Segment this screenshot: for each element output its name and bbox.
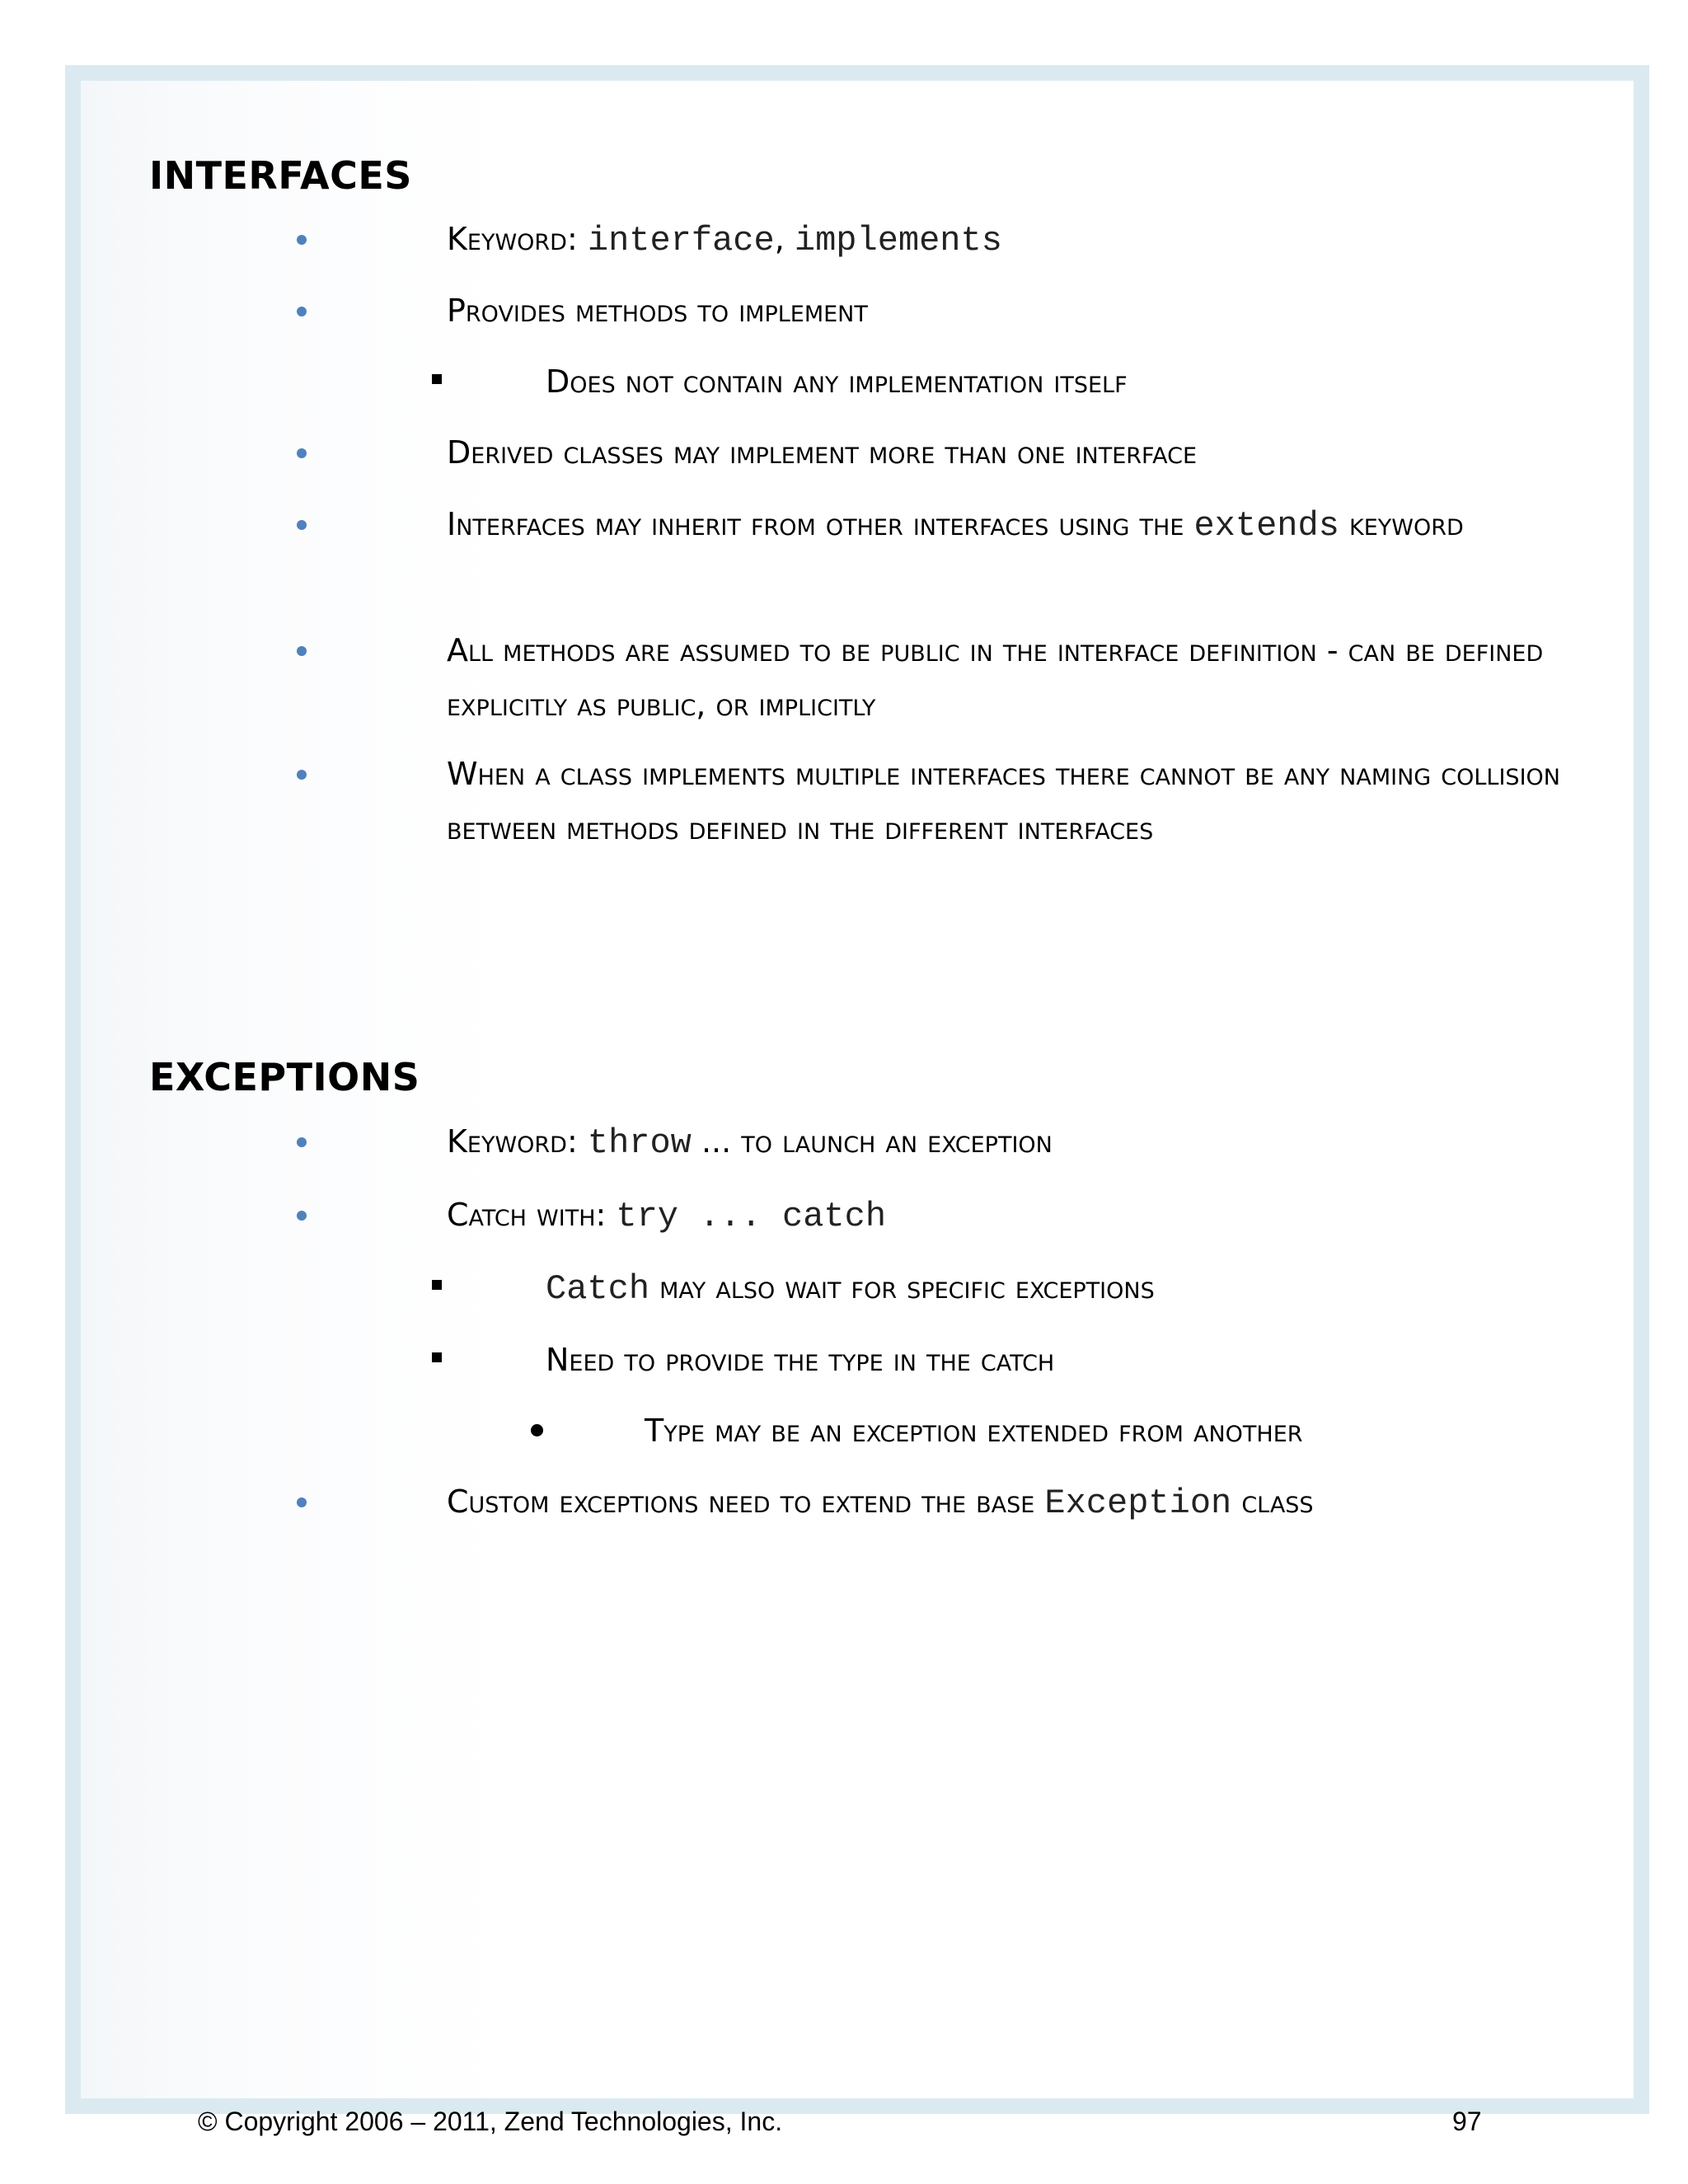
item-text: Derived classes may implement more than one interface (447, 434, 1197, 471)
bullet-square-icon (432, 374, 442, 384)
item-text: Interfaces may inherit from other interfaces using the extends keyword (447, 506, 1464, 546)
bullet-dot-icon (297, 520, 307, 530)
page-number: 97 (1452, 2107, 1482, 2136)
item-text: Catch with: try ... catch (447, 1197, 887, 1236)
item-text: All methods are assumed to be public in the interface definition - can be defined explicitly as public, or implicitly (447, 632, 1544, 723)
bullet-square-icon (432, 1352, 442, 1362)
section-heading: EXCEPTIONS (149, 1055, 420, 1099)
item-text: Catch may also wait for specific exceptions (546, 1269, 1155, 1309)
bullet-dot-icon (297, 646, 307, 656)
bullet-dot-icon (531, 1424, 543, 1436)
item-text: Keyword: interface, implements (447, 221, 1002, 260)
bullet-dot-icon (297, 1137, 307, 1147)
item-text: Type may be an exception extended from another (645, 1413, 1303, 1449)
section-heading: INTERFACES (149, 153, 412, 198)
bullet-dot-icon (297, 1211, 307, 1221)
bullet-dot-icon (297, 235, 307, 245)
bullet-dot-icon (297, 1497, 307, 1507)
bullet-dot-icon (297, 770, 307, 780)
item-text: Keyword: throw ... to launch an exception (447, 1123, 1053, 1163)
item-text: When a class implements multiple interfaces there cannot be any naming collision between methods defined in the different interfaces (447, 756, 1560, 846)
bullet-dot-icon (297, 448, 307, 458)
page-frame (65, 65, 1649, 2114)
bullet-dot-icon (297, 307, 307, 316)
item-text: Custom exceptions need to extend the base Exception class (447, 1483, 1314, 1523)
item-text: Provides methods to implement (447, 293, 868, 329)
item-text: Need to provide the type in the catch (546, 1342, 1055, 1378)
copyright-notice: © Copyright 2006 – 2011, Zend Technologies, Inc. (198, 2107, 783, 2136)
bullet-square-icon (432, 1280, 442, 1290)
item-text: Does not contain any implementation itself (546, 363, 1128, 400)
